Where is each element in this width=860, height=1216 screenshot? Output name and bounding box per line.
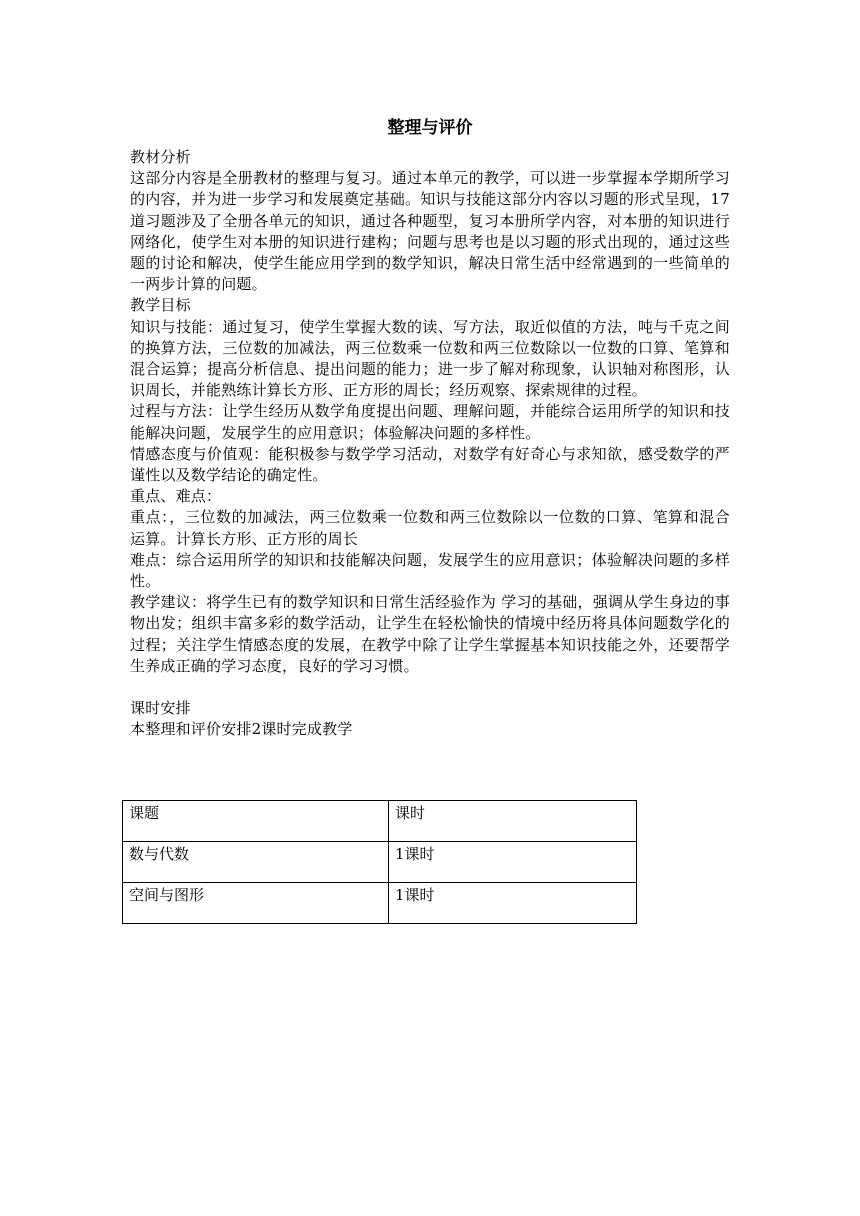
paragraph-knowledge-skills: 知识与技能：通过复习，使学生掌握大数的读、写方法，取近似值的方法，吨与千克之间的换算方法，三位数的加减法，两三位数乘一位数和两三位数除以一位数的口算、笔算和混合运算；提高分析信息、提出问题的能力；进一步了解对称现象，认识轴对称图形，认识周长，并能熟练计算长方形、正方形的周长；经历观察、探索规律的过程。: [130, 317, 730, 400]
paragraph-difficulty: 难点：综合运用所学的知识和技能解决问题，发展学生的应用意识；体验解决问题的多样性。: [130, 550, 730, 591]
table-cell-hours: 1课时: [389, 883, 637, 924]
table-header-hours: 课时: [389, 801, 637, 842]
paragraph-key-point: 重点：，三位数的加减法，两三位数乘一位数和两三位数除以一位数的口算、笔算和混合运算。计算长方形、正方形的周长: [130, 508, 730, 548]
table-row: [123, 883, 637, 924]
table-cell-topic: 空间与图形: [123, 883, 389, 924]
schedule-intro: 本整理和评价安排2课时完成教学: [130, 720, 353, 739]
section-heading-goals: 教学目标: [130, 296, 191, 315]
schedule-table: [122, 800, 637, 924]
document-title: 整理与评价: [387, 118, 473, 138]
paragraph-teaching-suggestion: 教学建议：将学生已有的数学知识和日常生活经验作为 学习的基础，强调从学生身边的事物出发；组织丰富多彩的数学活动，让学生在轻松愉快的情境中经历将具体问题数学化的过程；关注学生情感态度的发展，在教学中除了让学生掌握基本知识技能之外，还要帮学生养成正确的学习态度，良好的学习习惯。: [130, 593, 730, 675]
schedule-table-wrapper: [122, 800, 637, 924]
schedule-heading: 课时安排: [130, 699, 191, 718]
section-heading-analysis: 教材分析: [130, 148, 191, 166]
table-cell-topic: 数与代数: [123, 842, 389, 883]
table-cell-hours: 1课时: [389, 842, 637, 883]
table-row: [123, 842, 637, 883]
paragraph-process-methods: 过程与方法：让学生经历从数学角度提出问题、理解问题，并能综合运用所学的知识和技能解决问题，发展学生的应用意识；体验解决问题的多样性。: [130, 402, 730, 442]
paragraph-analysis: 这部分内容是全册教材的整理与复习。通过本单元的教学，可以进一步掌握本学期所学习的内容，并为进一步学习和发展奠定基础。知识与技能这部分内容以习题的形式呈现，17道习题涉及了全册各单元的知识，通过各种题型，复习本册所学内容，对本册的知识进行网络化，使学生对本册的知识进行建构；问题与思考也是以习题的形式出现的，通过这些题的讨论和解决，使学生能应用学到的数学知识，解决日常生活中经常遇到的一些简单的一两步计算的问题。: [130, 169, 730, 294]
paragraph-attitude-values: 情感态度与价值观：能积极参与数学学习活动，对数学有好奇心与求知欲，感受数学的严谨性以及数学结论的确定性。: [130, 444, 730, 485]
table-header-topic: 课题: [123, 801, 389, 842]
table-header-row: [123, 801, 637, 842]
blank-line: [130, 677, 730, 698]
section-heading-key-points: 重点、难点：: [130, 487, 222, 506]
document-page: [130, 115, 730, 740]
